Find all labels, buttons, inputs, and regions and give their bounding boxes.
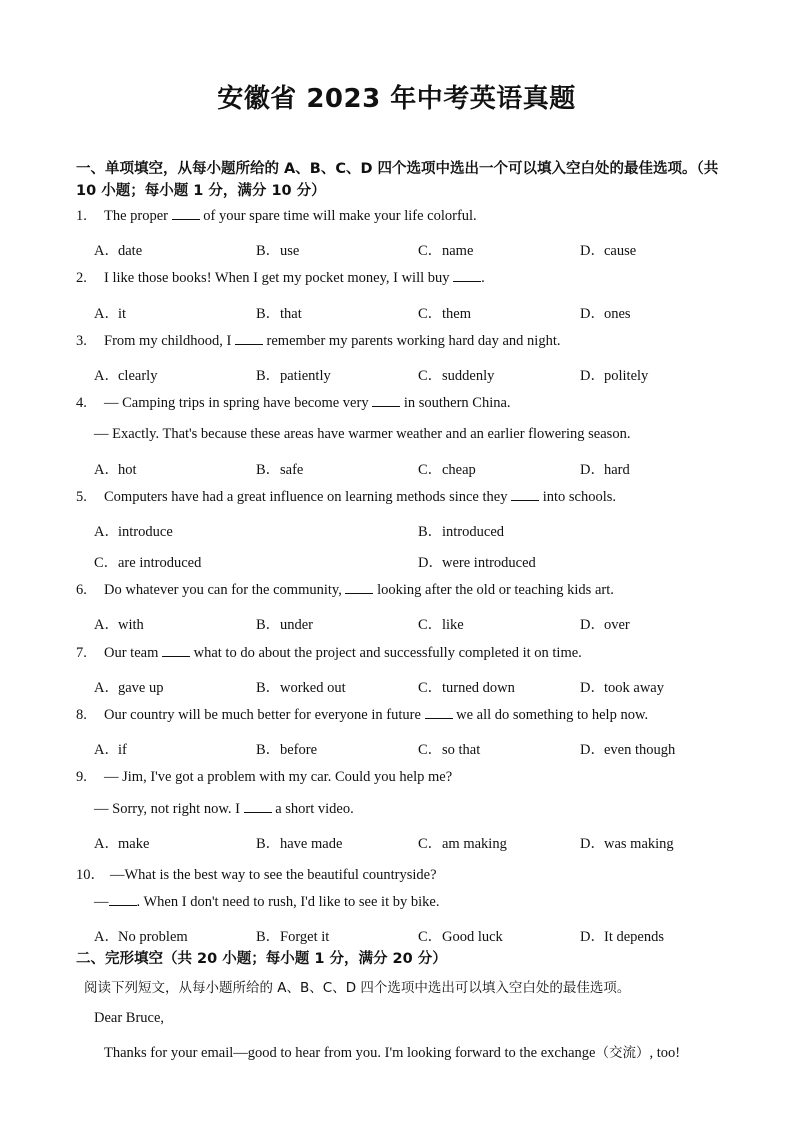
page-title: 安徽省 2023 年中考英语真题 <box>217 84 576 114</box>
reply-text-after: a short video. <box>275 801 354 817</box>
option-b: B．under <box>256 617 314 633</box>
question-text-after: . <box>481 270 485 286</box>
question-9 <box>76 769 452 786</box>
answer-blank <box>345 582 373 594</box>
question-number: 9. <box>76 769 87 785</box>
question-text-after: of your spare time will make your life colorful. <box>203 208 477 224</box>
answer-blank <box>235 333 263 345</box>
section-1-heading-line2: 10 小题；每小题 1 分，满分 10 分） <box>76 183 326 199</box>
option-b: B．introduced <box>418 524 505 540</box>
option-d: D．It depends <box>580 929 664 945</box>
answer-blank <box>109 894 137 906</box>
option-d: D．hard <box>580 462 630 478</box>
reply-text-before: — <box>94 894 109 910</box>
question-number: 10． <box>76 867 105 883</box>
option-c: C．am making <box>418 836 507 852</box>
question-8 <box>76 707 648 724</box>
reply-text-after: . When I don't need to rush, I'd like to see it by bike. <box>136 894 440 910</box>
question-6 <box>76 582 614 599</box>
option-c: C．suddenly <box>418 368 495 384</box>
option-d: D．even though <box>580 742 676 758</box>
question-number: 7. <box>76 645 87 661</box>
question-text-before: The proper <box>104 208 169 224</box>
option-c: C．like <box>418 617 464 633</box>
question-number: 6. <box>76 582 87 598</box>
option-b: B．use <box>256 243 300 259</box>
option-d: D．politely <box>580 368 649 384</box>
question-number: 5. <box>76 489 87 505</box>
question-text-before: Our team <box>104 645 159 661</box>
letter-text: Thanks for your email—good to hear from you. I'm looking forward to the exchange <box>104 1045 596 1061</box>
option-c: C．turned down <box>418 680 515 696</box>
question-4 <box>76 395 511 412</box>
option-d: D．was making <box>580 836 674 852</box>
question-10-reply <box>94 894 439 911</box>
option-a: A．if <box>94 742 127 758</box>
option-b: B．worked out <box>256 680 346 696</box>
option-b: B．Forget it <box>256 929 330 945</box>
option-a: A．gave up <box>94 680 164 696</box>
question-number: 3. <box>76 333 87 349</box>
option-d: D．took away <box>580 680 664 696</box>
option-c: C．are introduced <box>94 555 202 571</box>
letter-text-cn: （交流） <box>595 1045 650 1061</box>
answer-blank <box>372 395 400 407</box>
section-1-heading-line1: 一、单项填空，从每小题所给的 A、B、C、D 四个选项中选出一个可以填入空白处的最佳选项。（共 <box>76 161 719 177</box>
question-number: 4. <box>76 395 87 411</box>
question-number: 1. <box>76 208 87 224</box>
option-a: A．with <box>94 617 144 633</box>
answer-blank <box>162 645 190 657</box>
question-text-after: we all do something to help now. <box>456 707 649 723</box>
letter-text-end: , too! <box>649 1045 681 1061</box>
option-c: C．so that <box>418 742 481 758</box>
letter-first-line <box>104 1041 680 1062</box>
answer-blank <box>453 270 481 282</box>
option-b: B．have made <box>256 836 343 852</box>
question-text-before: Do whatever you can for the community, <box>104 582 342 598</box>
option-a: A．it <box>94 306 127 322</box>
option-b: B．that <box>256 306 302 322</box>
option-a: A．No problem <box>94 929 188 945</box>
option-a: A．introduce <box>94 524 173 540</box>
option-a: A．clearly <box>94 368 158 384</box>
question-2 <box>76 270 485 287</box>
option-a: A．hot <box>94 462 137 478</box>
answer-blank <box>244 801 272 813</box>
question-text-before: — Camping trips in spring have become very <box>104 395 369 411</box>
option-c: C．cheap <box>418 462 476 478</box>
question-text-before: From my childhood, I <box>104 333 232 349</box>
option-d: D．were introduced <box>418 555 536 571</box>
option-d: D．over <box>580 617 630 633</box>
question-9-reply <box>94 801 354 818</box>
option-a: A．make <box>94 836 150 852</box>
question-3 <box>76 333 560 350</box>
question-text-after: into schools. <box>542 489 617 505</box>
question-4-reply: — Exactly. That's because these areas have warmer weather and an earlier flowering season. <box>94 426 631 442</box>
option-c: C．them <box>418 306 471 322</box>
option-a: A．date <box>94 243 143 259</box>
option-b: B．patiently <box>256 368 331 384</box>
question-7 <box>76 645 582 662</box>
question-5 <box>76 489 616 506</box>
answer-blank <box>511 489 539 501</box>
option-b: B．before <box>256 742 318 758</box>
question-1 <box>76 208 477 225</box>
question-text-before: — Jim, I've got a problem with my car. Could you help me? <box>104 769 453 785</box>
question-number: 2. <box>76 270 87 286</box>
option-d: D．ones <box>580 306 631 322</box>
answer-blank <box>425 707 453 719</box>
section-2-instruction: 阅读下列短文，从每小题所给的 A、B、C、D 四个选项中选出可以填入空白处的最佳选项。 <box>84 980 631 996</box>
letter-salutation: Dear Bruce, <box>94 1010 165 1026</box>
option-c: C．name <box>418 243 474 259</box>
question-text-after: remember my parents working hard day and night. <box>266 333 561 349</box>
question-text-after: what to do about the project and successfully completed it on time. <box>193 645 582 661</box>
question-text-before: —What is the best way to see the beautiful countryside? <box>110 867 437 883</box>
question-text-before: Computers have had a great influence on learning methods since they <box>104 489 508 505</box>
option-d: D．cause <box>580 243 637 259</box>
option-c: C．Good luck <box>418 929 503 945</box>
question-10 <box>76 863 437 884</box>
reply-text-before: — Sorry, not right now. I <box>94 801 240 817</box>
section-1-heading <box>76 158 756 202</box>
question-text-before: I like those books! When I get my pocket money, I will buy <box>104 270 450 286</box>
question-text-after: in southern China. <box>403 395 511 411</box>
option-b: B．safe <box>256 462 304 478</box>
question-text-before: Our country will be much better for everyone in future <box>104 707 421 723</box>
question-text-after: looking after the old or teaching kids art. <box>377 582 614 598</box>
answer-blank <box>172 208 200 220</box>
section-2-heading: 二、完形填空（共 20 小题；每小题 1 分，满分 20 分） <box>76 951 447 967</box>
question-number: 8. <box>76 707 87 723</box>
